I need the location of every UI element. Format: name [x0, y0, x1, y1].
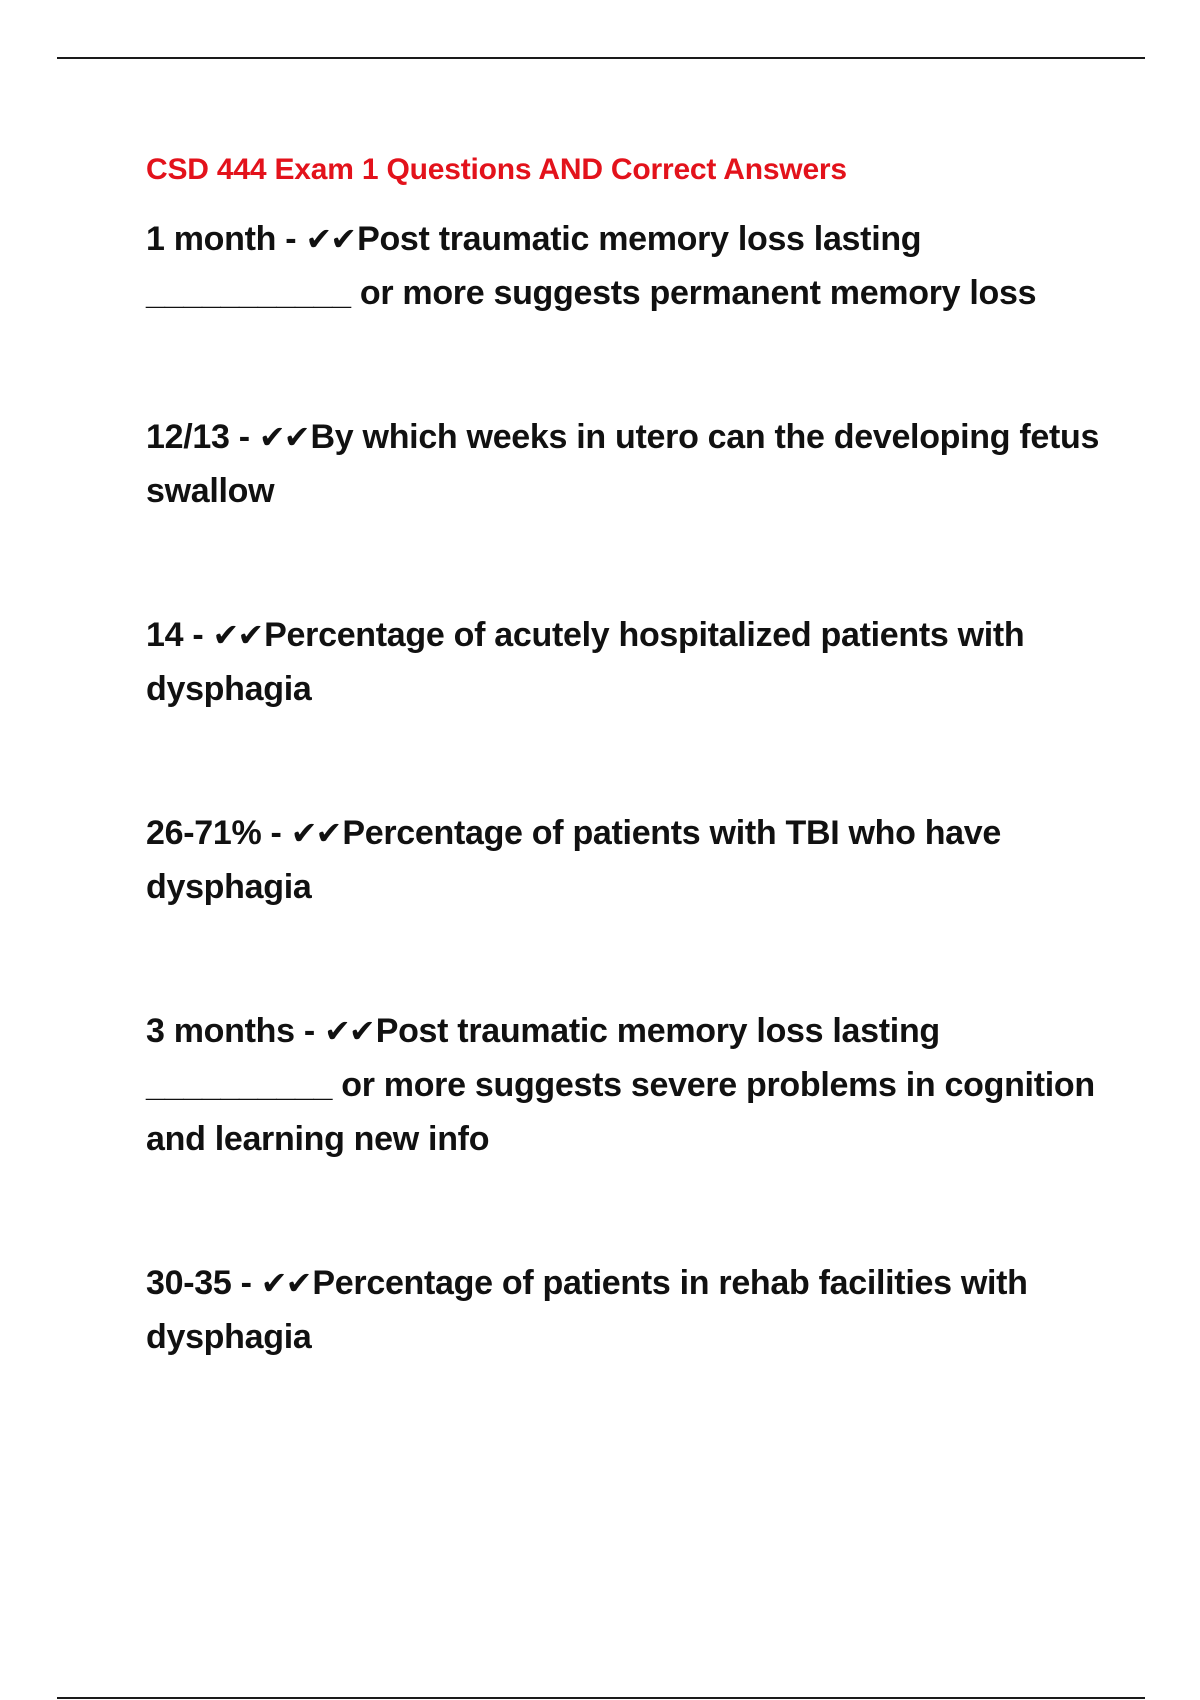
double-check-icon: ✔✔ [212, 616, 263, 654]
qa-item: 3 months - ✔✔Post traumatic memory loss lasting __________ or more suggests severe problems in cognition and learning new info [146, 1012, 1095, 1158]
answer-text: 3 months [146, 1012, 295, 1050]
double-check-icon: ✔✔ [305, 220, 356, 258]
answer-text: 1 month [146, 220, 277, 258]
qa-item: 14 - ✔✔Percentage of acutely hospitalized patients with dysphagia [146, 616, 1025, 708]
answer-text: 14 [146, 616, 184, 654]
double-check-icon: ✔✔ [260, 1264, 311, 1302]
double-check-icon: ✔✔ [324, 1012, 374, 1050]
question-text: Post traumatic memory loss lasting __________ or more suggests severe problems in cognition and learning new info [146, 1012, 1095, 1158]
qa-item: 26-71% - ✔✔Percentage of patients with TBI who have dysphagia [146, 814, 1002, 906]
top-divider [57, 57, 1145, 59]
qa-item: 1 month - ✔✔Post traumatic memory loss lasting ___________ or more suggests permanent memory loss [146, 220, 1037, 312]
answer-text: 30-35 [146, 1264, 232, 1302]
question-text: By which weeks in utero can the developing fetus swallow [146, 418, 1100, 510]
qa-item: 30-35 - ✔✔Percentage of patients in rehab facilities with dysphagia [146, 1264, 1028, 1356]
qa-item: 12/13 - ✔✔By which weeks in utero can the developing fetus swallow [146, 418, 1100, 510]
question-text: Percentage of patients with TBI who have dysphagia [146, 814, 1002, 906]
document-body [146, 148, 1106, 1364]
answer-text: 26-71% [146, 814, 262, 852]
question-text: Post traumatic memory loss lasting ___________ or more suggests permanent memory loss [146, 220, 1037, 312]
double-check-icon: ✔✔ [258, 418, 309, 456]
document-title: CSD 444 Exam 1 Questions AND Correct Answers [146, 153, 847, 186]
answer-text: 12/13 [146, 418, 230, 456]
bottom-divider [57, 1697, 1145, 1699]
question-text: Percentage of acutely hospitalized patients with dysphagia [146, 616, 1025, 708]
double-check-icon: ✔✔ [290, 814, 341, 852]
question-text: Percentage of patients in rehab facilities with dysphagia [146, 1264, 1028, 1356]
